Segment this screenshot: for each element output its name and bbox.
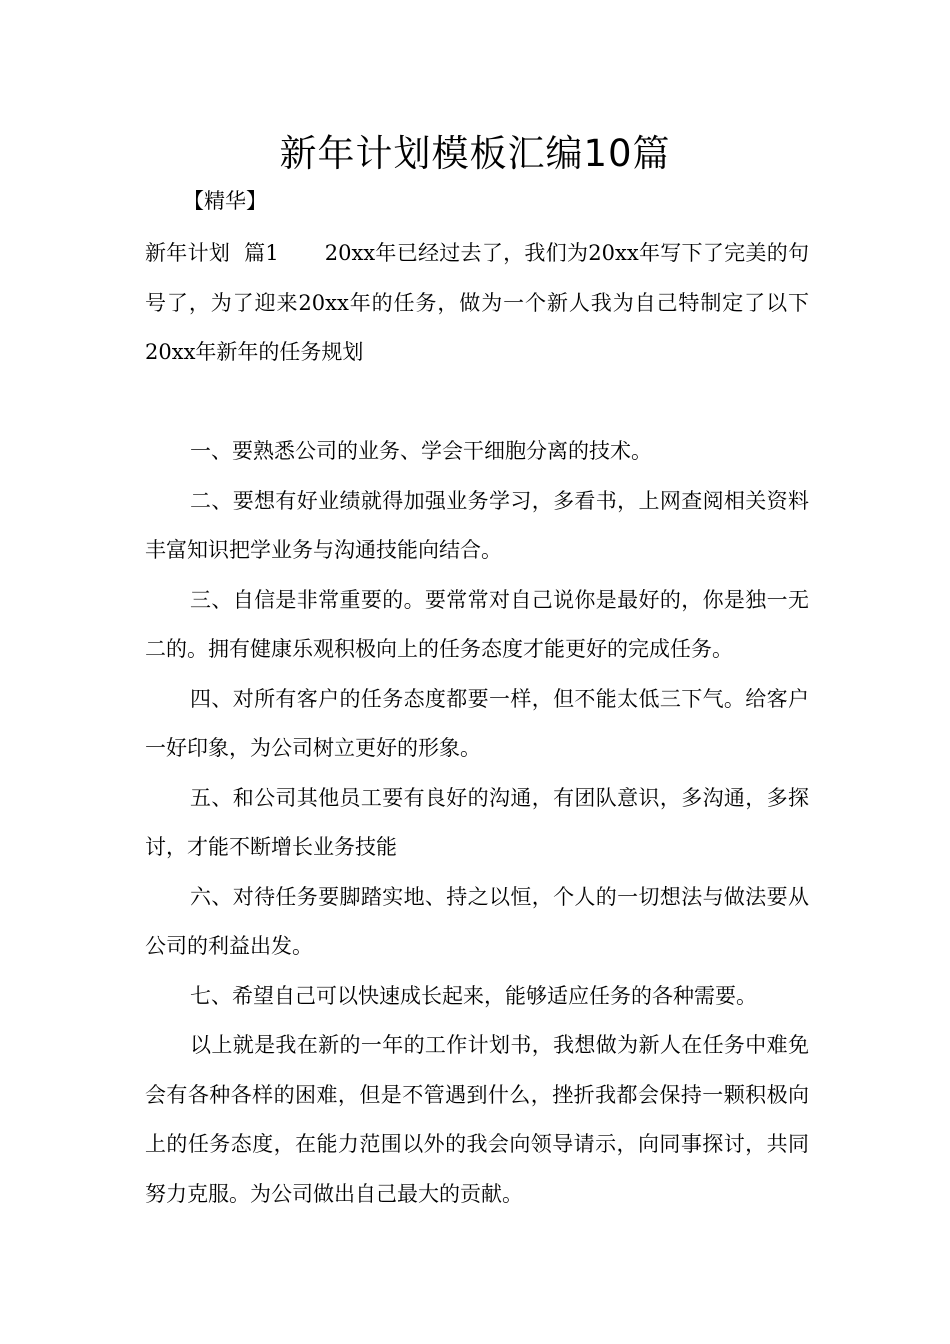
conclusion-paragraph: 以上就是我在新的一年的工作计划书，我想做为新人在任务中难免会有各种各样的困难，但是不管遇到什么，挫折我都会保持一颗积极向上的任务态度，在能力范围以外的我会向领导请示，向同事探讨，共同努力克服。为公司做出自己最大的贡献。 [145,1033,809,1206]
document-title: 新年计划模板汇编10篇 [279,132,671,175]
plan-item-4: 四、对所有客户的任务态度都要一样，但不能太低三下气。给客户一好印象，为公司树立更好的形象。 [145,686,809,760]
plan-item-2: 二、要想有好业绩就得加强业务学习，多看书，上网查阅相关资料丰富知识把学业务与沟通技能向结合。 [145,488,809,562]
blank-line [145,378,809,428]
intro-text: 20xx年已经过去了，我们为20xx年写下了完美的句号了，为了迎来20xx年的任务，做为一个新人我为自己特制定了以下20xx年新年的任务规划 [145,241,809,364]
plan-item-3: 三、自信是非常重要的。要常常对自己说你是最好的，你是独一无二的。拥有健康乐观积极向上的任务态度才能更好的完成任务。 [145,587,809,661]
plan-item-6: 六、对待任务要脚踏实地、持之以恒，个人的一切想法与做法要从公司的利益出发。 [145,884,809,958]
plan-item-7: 七、希望自己可以快速成长起来，能够适应任务的各种需要。 [190,983,757,1008]
section-heading: 新年计划 篇1 [145,241,279,265]
plan-item-1: 一、要熟悉公司的业务、学会干细胞分离的技术。 [190,439,652,463]
quality-tag: 【精华】 [183,189,267,213]
document-body [145,229,809,1219]
intro-paragraph [145,229,809,378]
plan-item-5: 五、和公司其他员工要有良好的沟通，有团队意识，多沟通，多探讨，才能不断增长业务技能 [145,785,809,859]
